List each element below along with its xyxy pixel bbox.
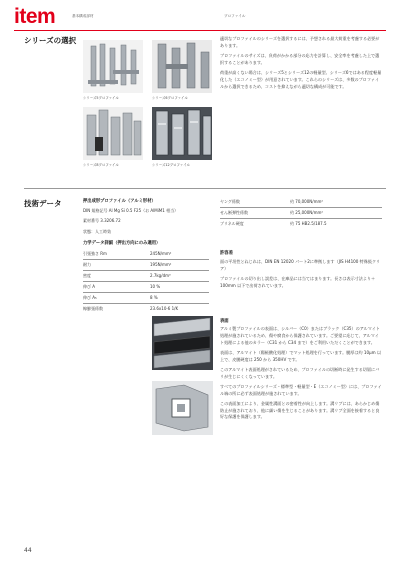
caption-series-8: シリーズ8プロファイル [83, 163, 119, 167]
series-paragraph: 荷重が高くない場合は、シリーズ5とシリーズ12の軽量型。シリーズ6ではある程度軽量化した（エコノミー型）が用意されています。これらのシリーズは、多数のプロファイルから選択できるため、コストを抑えながら適切な構成が可能です。 [220, 69, 382, 89]
phys-label: ヤング係数 [220, 199, 240, 204]
phys-label: ブリネル硬度 [220, 221, 244, 226]
photo-anodized-profiles [152, 316, 213, 370]
mech-value: 10 % [150, 284, 161, 289]
header-category: 基本構成部材 [72, 14, 94, 18]
item-logo: item [14, 5, 56, 28]
tolerance-paragraph: プロファイルの切り出し誤差は、在庫品には当てはまります。長さは表示寸法より＋100mm 以下で出荷されています。 [220, 275, 376, 288]
mech-label: 引張強さ Rm [83, 251, 107, 256]
row-divider [83, 259, 209, 260]
section-divider [24, 188, 386, 189]
tolerance-paragraph: 面の平坦性とねじれは、DIN EN 12020 パート2に準拠します（JIS H4100 特殊級クリア） [220, 259, 381, 271]
surface-paragraph: このアルマイト表面処理がされているため、プロファイルの切断時に発生する切屑にバリが生じにくくなっています。 [220, 366, 380, 379]
row-divider [83, 270, 209, 271]
caption-series-5: シリーズ5プロファイル [83, 96, 119, 100]
section-title-technical-data: 技術データ [24, 199, 62, 208]
row-divider [220, 207, 382, 208]
tolerance-text [220, 259, 382, 293]
photo-series-5 [83, 40, 143, 93]
row-divider [83, 292, 209, 293]
series-paragraph: 適切なプロファイルのシリーズを選択するには、予想される最大荷重を考慮する必要があります。 [220, 36, 380, 48]
caption-series-6: シリーズ6プロファイル [152, 96, 188, 100]
surface-paragraph: 表面は、アルマイト（陽極酸化処理）でマット処理を行っています。膜厚は約 10μm 以上で、皮膜硬度は 250 から 350HV です。 [220, 349, 382, 362]
caption-series-12: シリーズ12プロファイル [152, 163, 190, 167]
surface-heading: 表面 [220, 319, 229, 324]
photo-series-8 [83, 107, 143, 160]
row-divider [83, 303, 209, 304]
series-selection-text [220, 36, 382, 94]
surface-paragraph: アルミ製プロファイルの表面は、シルバー（C0）またはブラック（C35）のアルマイト処理が施されているため、傷や腐食から保護されています。ご要望に応じて、アルマイト処理による他のカラー（C31 から C34 まで）をご利用いただくことができます。 [220, 326, 380, 345]
photo-series-6 [152, 40, 212, 93]
mech-value: 245N/mm² [150, 251, 172, 256]
surface-paragraph: この表面加工により、金属性溝面との密着性が向上します。溝リブには、あらかじめ傷防止が施されており、他に細い傷を生じることがあります。溝リブ全面を接着すると良好な保護を保護します。 [220, 400, 380, 420]
phys-value: 約 70,000N/mm² [290, 199, 324, 204]
mech-value: 195N/mm² [150, 262, 172, 267]
series-paragraph: プロファイルのサイズは、負荷がかかる部分の応力を計算し、安全率を考慮した上で選択することがあります。 [220, 52, 380, 65]
mech-value: 23.6x10-6 1/K [150, 306, 179, 311]
tolerance-heading: 許容差 [220, 251, 233, 256]
mech-label: 伸び A [83, 284, 96, 289]
row-divider [83, 281, 209, 282]
page-number: 44 [24, 547, 32, 554]
header-section: プロファイル [224, 14, 246, 18]
mech-label: 耐力 [83, 262, 91, 267]
material-line: DIN 規格記号 Al Mg Si 0.5 F25（お AlMiM1 相当） [83, 208, 179, 213]
surface-text [220, 326, 382, 425]
photo-series-12 [152, 107, 212, 160]
phys-value: 約 25,000N/mm² [290, 210, 324, 215]
material-line: 状態：人工時効 [83, 229, 111, 234]
surface-paragraph: すべてのプロファイルシリーズ・標準型・軽量型・E（エコノミー型）には、プロファイル端の所に必ず表面処理が施されています。 [220, 383, 382, 396]
material-line: 素材番号 3.3206.72 [83, 218, 121, 223]
mechanical-heading: 力学データ詳細（押出方向にのみ適用） [83, 241, 161, 246]
mech-label: 密度 [83, 273, 91, 278]
phys-label: せん断弾性係数 [220, 210, 248, 215]
mech-label: 伸び A₅ [83, 295, 97, 300]
phys-value: 約 75 HB2.5/187.5 [290, 221, 327, 226]
mech-value: 8 % [150, 295, 158, 300]
section-title-series-selection: シリーズの選択 [24, 36, 77, 45]
row-divider [220, 218, 382, 219]
mech-value: 2.7kg/dm³ [150, 273, 171, 278]
material-heading: 押出成形プロファイル（アルミ形材） [83, 199, 156, 204]
photo-profile-groove-detail [152, 381, 213, 435]
header-divider [14, 30, 386, 31]
mech-label: 線膨張係数 [83, 306, 103, 311]
